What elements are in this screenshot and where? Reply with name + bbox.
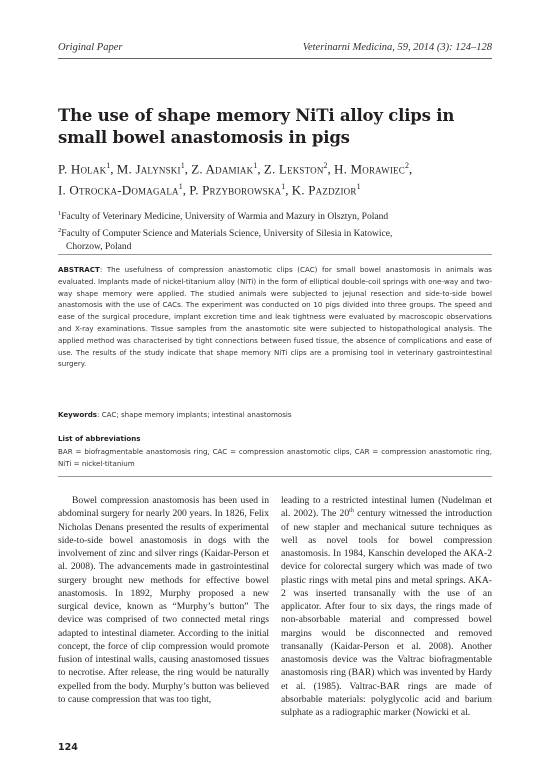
header-rule <box>58 58 492 59</box>
body-column-right <box>281 494 492 719</box>
running-header <box>58 42 492 56</box>
body-column-left: Bowel compression anastomosis has been used in abdominal surgery for nearly 200 years. In 1826, Felix Nicholas Denans presented the results of experimental side-to-side bowel anastomosis in dogs with the involvement of zinc and silver rings (Kaidar-Person et al. 2008). The advancements made in gastrointestinal surgery brought new methods for effective bowel anastomosis. In 1892, Murphy proposed a new surgical device, known as “Murphy’s button” The device was comprised of two connected metal rings adapted to intestinal diameter. According to the initial concept, the force of clip compression would promote fusion of intestinal walls, causing anastomosed tissues to necrotise. After release, the ring would be naturally expelled from the body. Murphy’s button was believed to cause compression that was too tight, <box>58 495 269 705</box>
header-journal-citation: Veterinarni Medicina, 59, 2014 (3): 124–128 <box>302 42 492 53</box>
affiliation-text: Faculty of Veterinary Medicine, University of Warmia and Mazury in Olsztyn, Poland <box>61 212 389 223</box>
affiliation-text: Faculty of Computer Science and Materials Science, University of Silesia in Katowice, <box>61 229 393 240</box>
header-section-label: Original Paper <box>58 42 123 53</box>
author-name: Z. Lekston <box>263 161 324 177</box>
abstract-text: : The usefulness of compression anastomotic clips (CAC) for small bowel anastomosis in animals was evaluated. Implants made of nickel-titanium alloy (NiTi) in the form of elliptical double-coil springs with one-way and two-way shape memory were applied. The studied animals were subjected to jejunal resection and side-to-side bowel anastomosis with the use of CACs. The experiment was conducted on 10 pigs divided into three groups. The speed and ease of the surgical procedure, implant excretion time and leak tightness were evaluated by macroscopic observations and X-ray examinations. Tissue samples from the anastomotic site were subjected to histopathological analysis. The applied method was characterised by tight connections between fused tissue, the absence of complications and ease of use. The results of the study indicate that shape memory NiTi clips are a promising tool in veterinary gastrointestinal surgery. <box>58 265 492 369</box>
page-number: 124 <box>58 742 78 753</box>
author-line-1 <box>58 157 498 178</box>
ordinal-superscript: th <box>349 508 354 515</box>
author-name: H. Morawiec <box>334 161 405 177</box>
abstract-bottom-rule <box>58 476 492 477</box>
affiliation-2-continued: Chorzow, Poland <box>66 242 132 253</box>
abstract-label: ABSTRACT <box>58 265 100 274</box>
keywords-text: : CAC; shape memory implants; intestinal anastomosis <box>97 410 292 419</box>
affiliation-marker: 1 <box>356 182 361 192</box>
article-title: The use of shape memory NiTi alloy clips in small bowel anastomosis in pigs <box>58 106 455 147</box>
author-separator: , <box>182 182 190 198</box>
author-separator: , <box>257 161 264 177</box>
affiliation-number: 1 <box>58 210 62 217</box>
author-separator: , <box>184 161 192 177</box>
body-text: leading to a restricted intestinal lumen (Nudelman et al. 2002). The 20 <box>281 495 492 520</box>
abstract <box>58 264 492 370</box>
keywords-label: Keywords <box>58 410 98 419</box>
author-separator: , <box>408 161 413 177</box>
abbreviations-heading: List of abbreviations <box>58 434 141 443</box>
affiliation-marker: 2 <box>404 161 409 170</box>
author-separator: , <box>327 161 335 177</box>
author-name: P. Przyborowska <box>189 182 282 198</box>
affiliation-marker: 1 <box>253 161 258 170</box>
author-line-2 <box>58 178 498 199</box>
author-separator: , <box>285 182 292 198</box>
body-text: century witnessed the introduction of new stapler and mechanical suture techniques as well as novel tools for bowel compression anastomosis. In 1984, Kanschin developed the AKA-2 device for colorectal surgery which was made of two plastic rings with metal pins and metal springs. AKA-2 was inserted transanally with the use of an applicator. After four to six days, the rings made of non-absorbable material and compressed bowel margins would be disconnected and removed transanally (Kaidar-Person et al. 2008). Another anastomosis device was the Valtrac biofragmentable anastomosis ring (BAR) which was invented by Hardy et al. (1985). Valtrac-BAR rings are made of absorbable materials: polyglycolic acid and barium sulphate as a radiographic marker (Nowicki et al. <box>281 508 492 718</box>
author-name: Z. Adamiak <box>191 161 254 177</box>
affiliation-marker: 1 <box>106 161 111 170</box>
abstract-top-rule <box>58 254 492 255</box>
affiliation-marker: 1 <box>180 161 185 170</box>
author-list <box>58 157 498 200</box>
affiliation-marker: 2 <box>323 161 328 170</box>
affiliation-marker: 1 <box>281 182 286 192</box>
author-name: I. Otrocka-Domagala <box>58 182 179 198</box>
author-name: M. Jalynski <box>116 161 181 177</box>
affiliation-number: 2 <box>58 227 62 235</box>
abbreviations-text: BAR = biofragmentable anastomosis ring, CAC = compression anastomotic clips, CAR = compression anastomotic ring, NiTi = nickel-titanium <box>58 447 492 468</box>
author-name: P. Holak <box>58 161 107 177</box>
keywords <box>58 409 492 421</box>
author-separator: , <box>110 161 117 177</box>
affiliation-2 <box>58 224 498 241</box>
affiliations <box>58 207 498 254</box>
author-name: K. Pazdzior <box>291 182 357 198</box>
affiliation-marker: 1 <box>178 182 183 192</box>
affiliation-1 <box>58 207 498 224</box>
